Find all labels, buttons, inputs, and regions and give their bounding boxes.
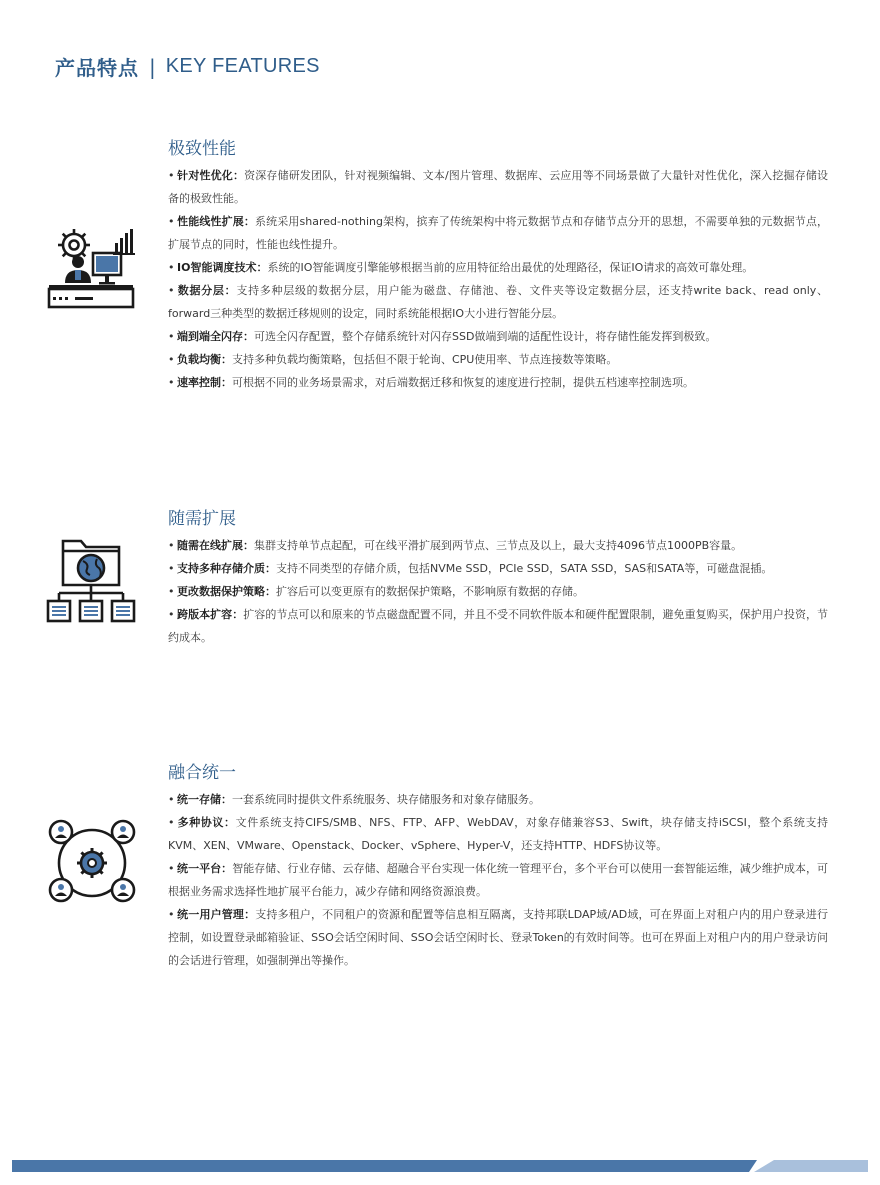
section-title-performance: 极致性能 xyxy=(168,139,236,159)
unified-users-gear-icon xyxy=(47,818,137,908)
page-header xyxy=(55,52,320,81)
footer-bar xyxy=(12,1160,868,1172)
list-item: • 更改数据保护策略：扩容后可以变更原有的数据保护策略，不影响原有数据的存储。 xyxy=(168,585,584,598)
performance-feature-list xyxy=(168,164,828,394)
section-title-expansion: 随需扩展 xyxy=(168,509,236,529)
list-item: • 多种协议：文件系统支持CIFS/SMB、NFS、FTP、AFP、WebDAV，对象存储兼容S3、Swift，块存储支持iSCSI，整个系统支持KVM、XEN、VMware、Openstack、Docker、vSphere、Hyper-V，还支持HTTP、HDFS协议等。 xyxy=(168,816,829,852)
performance-workstation-icon xyxy=(45,225,137,311)
user-icon xyxy=(50,879,72,901)
gear-icon xyxy=(58,229,90,261)
expansion-feature-list xyxy=(168,534,828,649)
section-title-unified: 融合统一 xyxy=(168,763,236,783)
user-icon xyxy=(112,879,134,901)
list-item: • 负载均衡：支持多种负载均衡策略，包括但不限于轮询、CPU使用率、节点连接数等策略。 xyxy=(168,353,618,366)
folder-expansion-icon xyxy=(45,535,137,625)
list-item: • 针对性优化：资深存储研发团队，针对视频编辑、文本/图片管理、数据库、云应用等不同场景做了大量针对性优化，深入挖掘存储设备的极致性能。 xyxy=(168,169,829,205)
list-item: • 支持多种存储介质：支持不同类型的存储介质，包括NVMe SSD，PCIe SSD，SATA SSD，SAS和SATA等，可磁盘混插。 xyxy=(168,562,773,575)
globe-icon xyxy=(78,555,104,581)
list-item: • 统一平台：智能存储、行业存储、云存储、超融合平台实现一体化统一管理平台，多个平台可以使用一套智能运维，减少维护成本，可根据业务需求选择性地扩展平台能力，减少存储和网络资源浪费。 xyxy=(168,862,828,898)
list-item: • 数据分层：支持多种层级的数据分层，用户能为磁盘、存储池、卷、文件夹等设定数据分层，还支持write back、read only、forward三种类型的数据迁移规则的设定，同时系统能根据IO大小进行智能分层。 xyxy=(168,284,829,320)
page-title-en: KEY FEATURES xyxy=(165,55,320,77)
list-item: • 统一用户管理：支持多租户，不同租户的资源和配置等信息相互隔离，支持邦联LDAP域/AD域，可在界面上对租户内的用户登录进行控制，如设置登录邮箱验证、SSO会话空闲时间、SSO会话空闲时长、登录Token的有效时间等。也可在界面上对租户内的用户登录访问的会话进行管理，如强制弹出等操作。 xyxy=(168,908,828,967)
list-item: • IO智能调度技术：系统的IO智能调度引擎能够根据当前的应用特征给出最优的处理路径，保证IO请求的高效可靠处理。 xyxy=(168,261,754,274)
user-icon xyxy=(50,821,72,843)
list-item: • 随需在线扩展：集群支持单节点起配，可在线平滑扩展到两节点、三节点及以上，最大支持4096节点1000PB容量。 xyxy=(168,539,743,552)
list-item: • 端到端全闪存：可选全闪存配置，整个存储系统针对闪存SSD做端到端的适配性设计，将存储性能发挥到极致。 xyxy=(168,330,717,343)
list-item: • 速率控制：可根据不同的业务场景需求，对后端数据迁移和恢复的速度进行控制，提供五档速率控制选项。 xyxy=(168,376,694,389)
list-item: • 性能线性扩展：系统采用shared-nothing架构，摈弃了传统架构中将元数据节点和存储节点分开的思想，不需要单独的元数据节点，扩展节点的同时，性能也线性提升。 xyxy=(168,215,829,251)
unified-feature-list xyxy=(168,788,828,972)
document-icon xyxy=(80,601,102,621)
document-icon xyxy=(112,601,134,621)
user-icon xyxy=(112,821,134,843)
list-item: • 统一存储：一套系统同时提供文件系统服务、块存储服务和对象存储服务。 xyxy=(168,793,540,806)
document-icon xyxy=(48,601,70,621)
list-item: • 跨版本扩容：扩容的节点可以和原来的节点磁盘配置不同，并且不受不同软件版本和硬件配置限制，避免重复购买，保护用户投资，节约成本。 xyxy=(168,608,829,644)
title-separator: | xyxy=(149,54,156,79)
page-title-cn: 产品特点 xyxy=(55,56,139,80)
gear-icon xyxy=(77,848,107,878)
bar-chart-icon xyxy=(113,229,135,255)
